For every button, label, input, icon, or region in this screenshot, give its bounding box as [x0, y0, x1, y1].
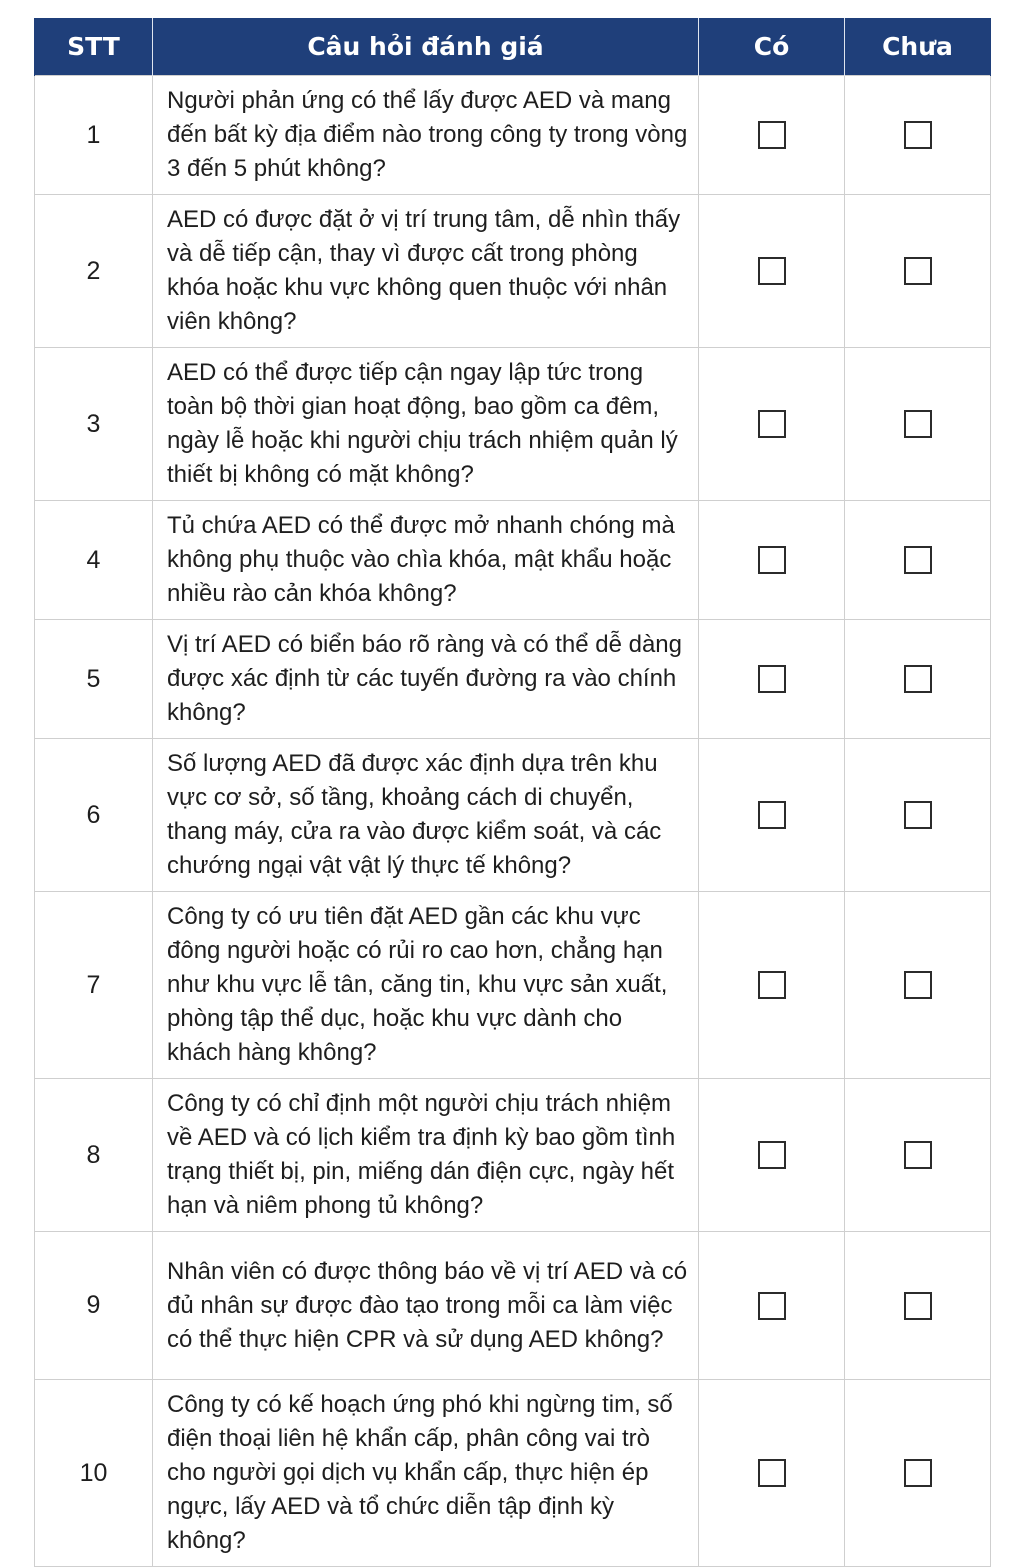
no-checkbox[interactable] — [904, 410, 932, 438]
table-row — [35, 892, 991, 1079]
table-row — [35, 620, 991, 739]
table-row — [35, 1232, 991, 1380]
no-cell — [845, 195, 991, 348]
header-question: Câu hỏi đánh giá — [153, 18, 699, 76]
yes-checkbox[interactable] — [758, 1459, 786, 1487]
question-text: Số lượng AED đã được xác định dựa trên khu vực cơ sở, số tầng, khoảng cách di chuyển, thang máy, cửa ra vào được kiểm soát, và các chướng ngại vật vật lý thực tế không? — [153, 739, 699, 892]
row-number: 7 — [35, 892, 153, 1079]
yes-cell — [699, 348, 845, 501]
no-checkbox[interactable] — [904, 546, 932, 574]
row-number: 6 — [35, 739, 153, 892]
yes-cell — [699, 76, 845, 195]
yes-cell — [699, 1232, 845, 1380]
no-cell — [845, 1232, 991, 1380]
row-number: 1 — [35, 76, 153, 195]
yes-checkbox[interactable] — [758, 1141, 786, 1169]
header-no: Chưa — [845, 18, 991, 76]
row-number: 2 — [35, 195, 153, 348]
yes-checkbox[interactable] — [758, 121, 786, 149]
yes-cell — [699, 1380, 845, 1567]
no-cell — [845, 501, 991, 620]
question-text: Người phản ứng có thể lấy được AED và mang đến bất kỳ địa điểm nào trong công ty trong vòng 3 đến 5 phút không? — [153, 76, 699, 195]
question-text: AED có thể được tiếp cận ngay lập tức trong toàn bộ thời gian hoạt động, bao gồm ca đêm, ngày lễ hoặc khi người chịu trách nhiệm quản lý thiết bị không có mặt không? — [153, 348, 699, 501]
row-number: 9 — [35, 1232, 153, 1380]
no-checkbox[interactable] — [904, 1459, 932, 1487]
no-checkbox[interactable] — [904, 121, 932, 149]
yes-cell — [699, 739, 845, 892]
yes-checkbox[interactable] — [758, 410, 786, 438]
table-row — [35, 501, 991, 620]
table-row — [35, 348, 991, 501]
table-header-row — [35, 18, 991, 76]
question-text: Vị trí AED có biển báo rõ ràng và có thể dễ dàng được xác định từ các tuyến đường ra vào chính không? — [153, 620, 699, 739]
yes-checkbox[interactable] — [758, 1292, 786, 1320]
question-text: Nhân viên có được thông báo về vị trí AED và có đủ nhân sự được đào tạo trong mỗi ca làm việc có thể thực hiện CPR và sử dụng AED không? — [153, 1232, 699, 1380]
no-cell — [845, 1079, 991, 1232]
yes-cell — [699, 1079, 845, 1232]
header-yes: Có — [699, 18, 845, 76]
table-row — [35, 1380, 991, 1567]
yes-checkbox[interactable] — [758, 971, 786, 999]
question-text: Công ty có ưu tiên đặt AED gần các khu vực đông người hoặc có rủi ro cao hơn, chẳng hạn như khu vực lễ tân, căng tin, khu vực sản xuất, phòng tập thể dục, hoặc khu vực dành cho khách hàng không? — [153, 892, 699, 1079]
no-cell — [845, 76, 991, 195]
header-stt: STT — [35, 18, 153, 76]
table-row — [35, 76, 991, 195]
yes-cell — [699, 892, 845, 1079]
row-number: 10 — [35, 1380, 153, 1567]
yes-checkbox[interactable] — [758, 257, 786, 285]
row-number: 5 — [35, 620, 153, 739]
question-text: Tủ chứa AED có thể được mở nhanh chóng mà không phụ thuộc vào chìa khóa, mật khẩu hoặc nhiều rào cản khóa không? — [153, 501, 699, 620]
no-checkbox[interactable] — [904, 1292, 932, 1320]
no-checkbox[interactable] — [904, 801, 932, 829]
no-checkbox[interactable] — [904, 971, 932, 999]
yes-cell — [699, 620, 845, 739]
yes-checkbox[interactable] — [758, 665, 786, 693]
no-cell — [845, 348, 991, 501]
no-cell — [845, 1380, 991, 1567]
no-cell — [845, 892, 991, 1079]
question-text: AED có được đặt ở vị trí trung tâm, dễ nhìn thấy và dễ tiếp cận, thay vì được cất trong phòng khóa hoặc khu vực không quen thuộc với nhân viên không? — [153, 195, 699, 348]
yes-cell — [699, 195, 845, 348]
table-row — [35, 739, 991, 892]
no-checkbox[interactable] — [904, 1141, 932, 1169]
table-row — [35, 195, 991, 348]
no-checkbox[interactable] — [904, 257, 932, 285]
question-text: Công ty có chỉ định một người chịu trách nhiệm về AED và có lịch kiểm tra định kỳ bao gồm tình trạng thiết bị, pin, miếng dán điện cực, ngày hết hạn và niêm phong tủ không? — [153, 1079, 699, 1232]
table-row — [35, 1079, 991, 1232]
no-cell — [845, 620, 991, 739]
row-number: 3 — [35, 348, 153, 501]
question-text: Công ty có kế hoạch ứng phó khi ngừng tim, số điện thoại liên hệ khẩn cấp, phân công vai trò cho người gọi dịch vụ khẩn cấp, thực hiện ép ngực, lấy AED và tổ chức diễn tập định kỳ không? — [153, 1380, 699, 1567]
no-checkbox[interactable] — [904, 665, 932, 693]
assessment-table — [34, 18, 991, 1567]
checklist-sheet — [34, 18, 990, 1567]
no-cell — [845, 739, 991, 892]
yes-checkbox[interactable] — [758, 801, 786, 829]
yes-checkbox[interactable] — [758, 546, 786, 574]
row-number: 4 — [35, 501, 153, 620]
yes-cell — [699, 501, 845, 620]
row-number: 8 — [35, 1079, 153, 1232]
